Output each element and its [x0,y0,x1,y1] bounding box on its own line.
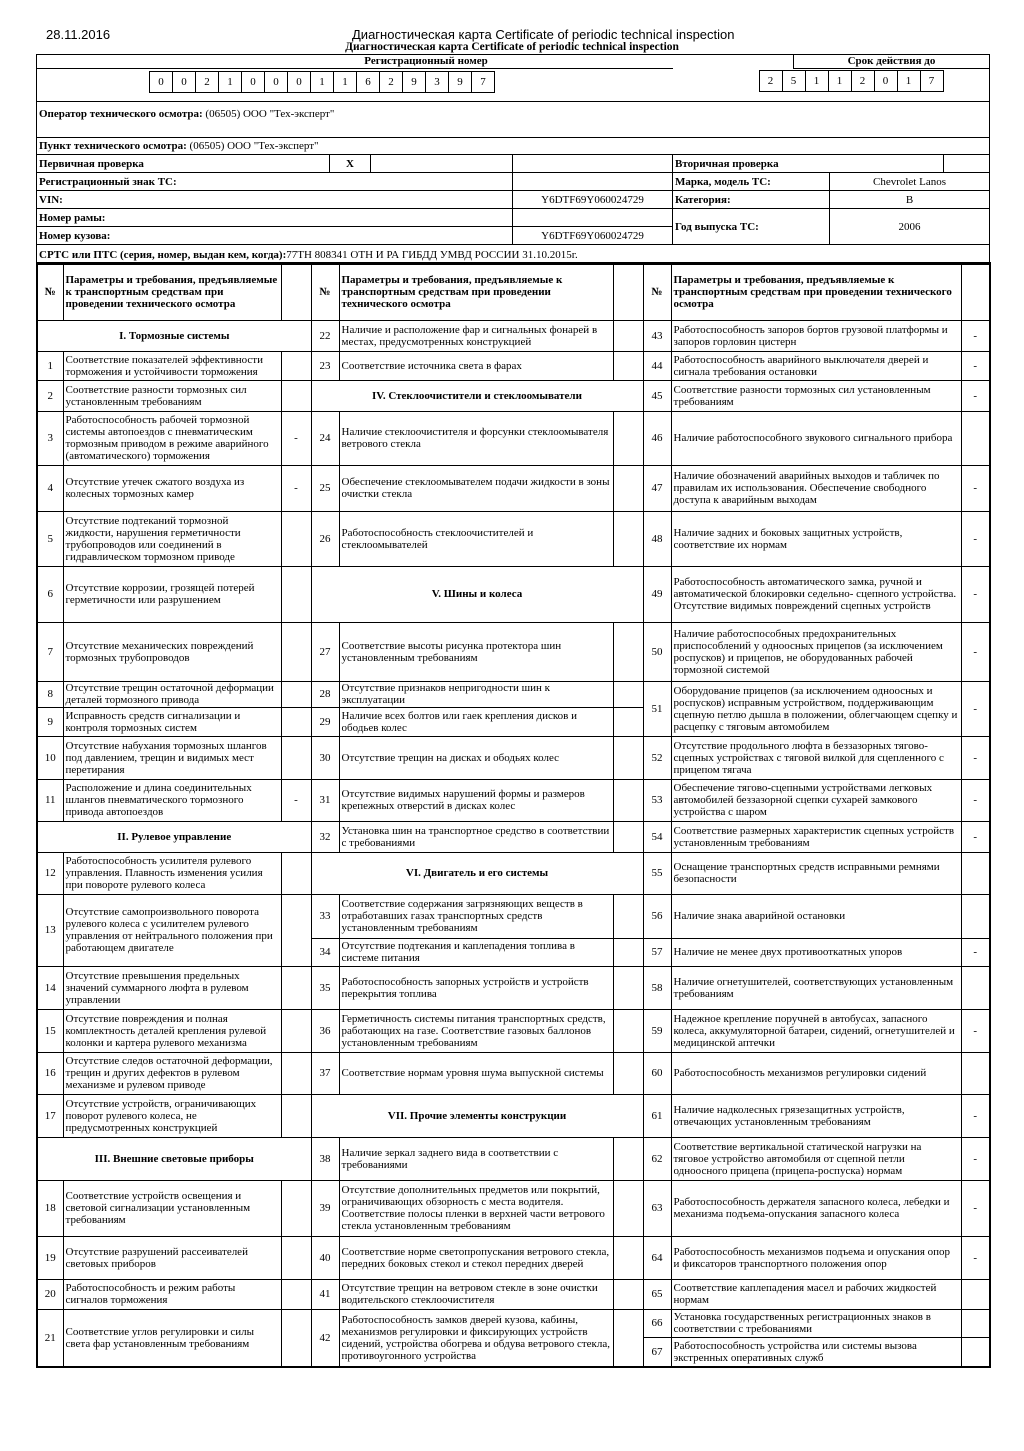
item-requirement: Работоспособность аварийного выключателя дверей и сигнала требования остановки [671,351,961,380]
make-label: Марка, модель ТС: [673,173,830,191]
item-mark [613,1279,643,1309]
section-heading: III. Внешние световые приборы [37,1137,311,1180]
item-requirement: Отсутствие трещин на ветровом стекле в зоне очистки водительского стеклоочистителя [339,1279,613,1309]
item-mark: - [281,465,311,511]
print-date: 28.11.2016 [46,27,111,42]
validity-digit: 1 [805,70,829,92]
validity-digits [760,70,944,92]
item-number: 37 [311,1052,339,1094]
item-mark [281,1052,311,1094]
item-mark [961,852,990,894]
reg-number-digit: 1 [333,71,357,93]
item-requirement: Наличие обозначений аварийных выходов и табличек по правилам их использования. Обеспечение свободного доступа к аварийным выходам [671,465,961,511]
item-requirement: Наличие надколесных грязезащитных устройств, отвечающих установленным требованиям [671,1094,961,1137]
item-number: 18 [37,1180,63,1236]
operator-value: (06505) ООО "Тех-эксперт" [205,107,335,120]
item-number: 15 [37,1009,63,1052]
item-requirement: Отсутствие превышения предельных значений суммарного люфта в рулевом управлении [63,966,281,1009]
item-number: 13 [37,894,63,966]
item-mark [613,894,643,938]
item-number: 60 [643,1052,671,1094]
item-number: 67 [643,1337,671,1367]
item-requirement: Отсутствие продольного люфта в беззазорных тягово-сцепных устройствах с тяговой вилкой для сцепленного с прицепом тягача [671,736,961,779]
item-mark: - [961,938,990,966]
item-number: 20 [37,1279,63,1309]
vin-label: VIN: [37,191,513,209]
item-number: 7 [37,622,63,681]
item-requirement: Отсутствие коррозии, грозящей потерей герметичности или разрушением [63,566,281,622]
col-num-2: № [311,263,339,320]
item-mark: - [961,351,990,380]
item-number: 64 [643,1236,671,1279]
item-mark [281,1180,311,1236]
item-mark [961,966,990,1009]
item-mark [281,511,311,566]
item-number: 56 [643,894,671,938]
item-requirement: Отсутствие механических повреждений тормозных трубопроводов [63,622,281,681]
item-requirement: Соответствие нормам уровня шума выпускной системы [339,1052,613,1094]
section-heading: V. Шины и колеса [311,566,643,622]
operator-label: Оператор технического осмотра: [39,107,203,120]
item-mark [281,966,311,1009]
item-mark [613,351,643,380]
validity-digit: 2 [759,70,783,92]
item-requirement: Работоспособность стеклоочистителей и стеклоомывателей [339,511,613,566]
item-number: 41 [311,1279,339,1309]
item-mark: - [961,465,990,511]
item-requirement: Работоспособность устройства или системы вызова экстренных оперативных служб [671,1337,961,1367]
item-requirement: Работоспособность механизмов подъема и опускания опор и фиксаторов транспортного положения опор [671,1236,961,1279]
section-heading: VII. Прочие элементы конструкции [311,1094,643,1137]
item-number: 23 [311,351,339,380]
category-label: Категория: [673,191,830,209]
body-number-value: Y6DTF69Y060024729 [513,227,673,245]
item-number: 6 [37,566,63,622]
item-requirement: Исправность средств сигнализации и контроля тормозных систем [63,707,281,736]
item-number: 25 [311,465,339,511]
item-mark: - [961,681,990,736]
item-number: 10 [37,736,63,779]
item-number: 17 [37,1094,63,1137]
item-mark [281,1009,311,1052]
item-mark: - [961,566,990,622]
item-number: 43 [643,320,671,351]
item-mark: - [961,320,990,351]
item-number: 14 [37,966,63,1009]
item-requirement: Герметичность системы питания транспортных средств, работающих на газе. Соответствие газовых баллонов установленным требованиям [339,1009,613,1052]
item-mark [613,320,643,351]
item-mark: - [281,411,311,465]
item-requirement: Соответствие показателей эффективности торможения и устойчивости торможения [63,351,281,380]
item-mark [613,736,643,779]
item-requirement: Отсутствие самопроизвольного поворота рулевого колеса с усилителем рулевого управления от нейтрального положения при работающем двигателе [63,894,281,966]
item-mark [281,736,311,779]
item-mark [281,852,311,894]
col-params-3: Параметры и требования, предъявляемые к транспортным средствам при проведении технического осмотра [671,263,961,320]
item-requirement: Оборудование прицепов (за исключением одноосных и роспусков) исправным устройством, поддерживающим сцепную петлю дышла в положении, облегчающем сцепку и расцепку с тяговым автомобилем [671,681,961,736]
item-requirement: Отсутствие подтекания и каплепадения топлива в системе питания [339,938,613,966]
validity-digit: 5 [782,70,806,92]
item-requirement: Наличие не менее двух противооткатных упоров [671,938,961,966]
item-requirement: Отсутствие следов остаточной деформации, трещин и других дефектов в рулевом механизме и рулевом приводе [63,1052,281,1094]
srts-label: СРТС или ПТС (серия, номер, выдан кем, когда): [39,248,287,261]
year-value: 2006 [830,209,990,245]
item-mark: - [281,779,311,821]
item-mark [613,1009,643,1052]
srts-value: 77ТН 808341 ОТН И РА ГИБДД УМВД РОССИИ 31.10.2015г. [286,248,578,261]
make-value: Chevrolet Lanos [830,173,990,191]
header-table [36,54,990,265]
reg-number-digit: 0 [172,71,196,93]
item-mark [613,779,643,821]
item-number: 3 [37,411,63,465]
item-mark [281,622,311,681]
item-number: 21 [37,1309,63,1367]
col-params-1: Параметры и требования, предъявляемые к транспортным средствам при проведении технического осмотра [63,263,281,320]
validity-label: Срок действия до [793,55,990,69]
item-number: 61 [643,1094,671,1137]
item-requirement: Наличие и расположение фар и сигнальных фонарей в местах, предусмотренных конструкцией [339,320,613,351]
reg-number-digit: 2 [195,71,219,93]
col-num-3: № [643,263,671,320]
item-mark [613,938,643,966]
vin-value: Y6DTF69Y060024729 [513,191,673,209]
item-mark [613,1236,643,1279]
item-requirement: Соответствие источника света в фарах [339,351,613,380]
item-mark [281,1279,311,1309]
item-mark [281,1236,311,1279]
section-heading: IV. Стеклоочистители и стеклоомыватели [311,380,643,411]
item-requirement: Соответствие размерных характеристик сцепных устройств установленным требованиям [671,821,961,852]
category-value: B [830,191,990,209]
reg-number-label: Регистрационный номер [37,55,673,69]
item-requirement: Работоспособность запорных устройств и устройств перекрытия топлива [339,966,613,1009]
reg-number-digit: 0 [264,71,288,93]
item-mark [613,681,643,707]
section-heading: I. Тормозные системы [37,320,311,351]
inspection-rows [37,320,990,1367]
item-mark [613,411,643,465]
validity-digit: 1 [897,70,921,92]
validity-block [673,55,990,102]
item-mark [613,622,643,681]
primary-check-label: Первичная проверка X [37,155,513,173]
item-requirement: Работоспособность и режим работы сигналов торможения [63,1279,281,1309]
document-title: Диагностическая карта Certificate of periodic technical inspection [345,41,679,53]
item-number: 22 [311,320,339,351]
item-mark [613,511,643,566]
item-requirement: Наличие знака аварийной остановки [671,894,961,938]
item-mark [281,351,311,380]
item-requirement: Отсутствие утечек сжатого воздуха из колесных тормозных камер [63,465,281,511]
item-requirement: Оснащение транспортных средств исправными ремнями безопасности [671,852,961,894]
item-number: 45 [643,380,671,411]
item-requirement: Работоспособность замков дверей кузова, кабины, механизмов регулировки и фиксирующих устройств сидений, устройства обогрева и обдува ветрового стекла, противоугонного устройства [339,1309,613,1367]
item-number: 54 [643,821,671,852]
item-requirement: Соответствие каплепадения масел и рабочих жидкостей нормам [671,1279,961,1309]
header-title: Диагностическая карта Certificate of periodic technical inspection [352,27,735,42]
item-requirement: Обеспечение тягово-сцепными устройствами легковых автомобилей беззазорной сцепки сухарей замкового устройства с шаром [671,779,961,821]
item-number: 31 [311,779,339,821]
year-label: Год выпуска ТС: [673,209,830,245]
col-num-1: № [37,263,63,320]
item-requirement: Отсутствие подтеканий тормозной жидкости, нарушения герметичности трубопроводов или соединений в гидравлическом тормозном приводе [63,511,281,566]
item-number: 50 [643,622,671,681]
item-mark [281,894,311,966]
item-requirement: Отсутствие трещин остаточной деформации деталей тормозного привода [63,681,281,707]
item-number: 62 [643,1137,671,1180]
reg-number-digit: 6 [356,71,380,93]
item-mark [281,707,311,736]
col-params-2: Параметры и требования, предъявляемые к транспортным средствам при проведении технического осмотра [339,263,613,320]
reg-number-digit: 3 [425,71,449,93]
item-requirement: Отсутствие дополнительных предметов или покрытий, ограничивающих обзорность с места водителя. Соответствие полосы пленки в верхней части ветрового стекла установленным требованиям [339,1180,613,1236]
item-number: 55 [643,852,671,894]
item-number: 58 [643,966,671,1009]
item-requirement: Соответствие разности тормозных сил установленным требованиям [671,380,961,411]
item-requirement: Обеспечение стеклоомывателем подачи жидкости в зоны очистки стекла [339,465,613,511]
section-heading: II. Рулевое управление [37,821,311,852]
item-mark [961,1309,990,1337]
item-requirement: Отсутствие разрушений рассеивателей световых приборов [63,1236,281,1279]
item-number: 9 [37,707,63,736]
item-requirement: Отсутствие видимых нарушений формы и размеров крепежных отверстий в дисках колес [339,779,613,821]
item-requirement: Надежное крепление поручней в автобусах, запасного колеса, аккумуляторной батареи, сидений, огнетушителей и медицинской аптечки [671,1009,961,1052]
item-number: 40 [311,1236,339,1279]
validity-digit: 1 [828,70,852,92]
item-requirement: Работоспособность держателя запасного колеса, лебедки и механизма подъема-опускания запасного колеса [671,1180,961,1236]
item-requirement: Соответствие устройств освещения и световой сигнализации установленным требованиям [63,1180,281,1236]
item-number: 24 [311,411,339,465]
item-number: 1 [37,351,63,380]
item-requirement: Работоспособность автоматического замка, ручной и автоматической блокировки седельно- сцепного устройства. Отсутствие видимых повреждений сцепных устройств [671,566,961,622]
item-mark [613,966,643,1009]
item-mark: - [961,511,990,566]
item-number: 51 [643,681,671,736]
item-number: 11 [37,779,63,821]
item-number: 30 [311,736,339,779]
item-requirement: Установка шин на транспортное средство в соответствии с требованиями [339,821,613,852]
reg-number-digit: 7 [471,71,495,93]
frame-value [513,209,673,227]
item-number: 19 [37,1236,63,1279]
item-number: 38 [311,1137,339,1180]
plate-label: Регистрационный знак ТС: [37,173,513,191]
item-requirement: Работоспособность механизмов регулировки сидений [671,1052,961,1094]
item-number: 35 [311,966,339,1009]
item-number: 16 [37,1052,63,1094]
item-number: 33 [311,894,339,938]
section-heading: VI. Двигатель и его системы [311,852,643,894]
item-number: 28 [311,681,339,707]
item-number: 27 [311,622,339,681]
item-mark [613,707,643,736]
item-number: 5 [37,511,63,566]
reg-number-digit: 1 [218,71,242,93]
item-mark: - [961,380,990,411]
item-requirement: Соответствие содержания загрязняющих веществ в отработавших газах транспортных средств установленным требованиям [339,894,613,938]
item-requirement: Наличие задних и боковых защитных устройств, соответствие их нормам [671,511,961,566]
item-requirement: Соответствие норме светопропускания ветрового стекла, передних боковых стекол и стекол передних дверей [339,1236,613,1279]
item-requirement: Расположение и длина соединительных шлангов пневматического тормозного привода автопоездов [63,779,281,821]
body-number-label: Номер кузова: [37,227,513,245]
item-requirement: Наличие зеркал заднего вида в соответствии с требованиями [339,1137,613,1180]
item-requirement: Отсутствие трещин на дисках и ободьях колес [339,736,613,779]
item-number: 29 [311,707,339,736]
item-number: 42 [311,1309,339,1367]
reg-number-digit: 0 [149,71,173,93]
item-number: 44 [643,351,671,380]
item-requirement: Наличие стеклоочистителя и форсунки стеклоомывателя ветрового стекла [339,411,613,465]
item-requirement: Соответствие разности тормозных сил установленным требованиям [63,380,281,411]
item-mark [961,1052,990,1094]
item-requirement: Работоспособность рабочей тормозной системы автопоездов с пневматическим тормозным приводом в режиме аварийного (автоматического) торможения [63,411,281,465]
frame-label: Номер рамы: [37,209,513,227]
item-number: 48 [643,511,671,566]
item-number: 4 [37,465,63,511]
item-mark: - [961,1137,990,1180]
item-requirement: Работоспособность усилителя рулевого управления. Плавность изменения усилия при повороте рулевого колеса [63,852,281,894]
item-mark [281,380,311,411]
reg-number-digit: 9 [448,71,472,93]
item-mark [961,1279,990,1309]
item-number: 57 [643,938,671,966]
item-requirement: Соответствие вертикальной статической нагрузки на тяговое устройство автомобиля от сцепной петли одноосного прицепа (прицепа-роспуска) нормам [671,1137,961,1180]
item-number: 34 [311,938,339,966]
item-mark [613,1180,643,1236]
item-number: 59 [643,1009,671,1052]
primary-check-mark: X [329,155,371,173]
reg-number-digit: 1 [310,71,334,93]
item-mark: - [961,622,990,681]
item-mark: - [961,779,990,821]
item-requirement: Отсутствие признаков непригодности шин к эксплуатации [339,681,613,707]
secondary-check-label: Вторичная проверка [673,155,990,173]
item-mark: - [961,1094,990,1137]
item-requirement: Наличие огнетушителей, соответствующих установленным требованиям [671,966,961,1009]
reg-number-block [37,55,673,102]
reg-number-digits [37,71,673,93]
item-requirement: Наличие работоспособных предохранительных приспособлений у одноосных прицепов (за исключением роспусков) и прицепов, не оборудованных рабочей тормозной системой [671,622,961,681]
item-mark [613,1052,643,1094]
item-number: 26 [311,511,339,566]
item-requirement: Наличие работоспособного звукового сигнального прибора [671,411,961,465]
item-mark [961,411,990,465]
item-requirement: Отсутствие повреждения и полная комплектность деталей крепления рулевой колонки и картера рулевого механизма [63,1009,281,1052]
item-mark: - [961,1236,990,1279]
item-mark [281,1094,311,1137]
item-requirement: Отсутствие набухания тормозных шлангов под давлением, трещин и видимых мест перетирания [63,736,281,779]
item-number: 63 [643,1180,671,1236]
reg-number-digit: 9 [402,71,426,93]
item-number: 65 [643,1279,671,1309]
reg-number-digit: 0 [287,71,311,93]
validity-digit: 0 [874,70,898,92]
item-mark: - [961,736,990,779]
item-requirement: Отсутствие устройств, ограничивающих поворот рулевого колеса, не предусмотренных конструкцией [63,1094,281,1137]
validity-digit: 2 [851,70,875,92]
item-requirement: Установка государственных регистрационных знаков в соответствии с требованиями [671,1309,961,1337]
item-mark [613,821,643,852]
item-mark: - [961,1180,990,1236]
reg-number-digit: 0 [241,71,265,93]
item-mark: - [961,1009,990,1052]
item-requirement: Наличие всех болтов или гаек крепления дисков и ободьев колес [339,707,613,736]
item-mark [613,1137,643,1180]
item-number: 46 [643,411,671,465]
item-requirement: Соответствие высоты рисунка протектора шин установленным требованиям [339,622,613,681]
secondary-check-mark [943,155,987,173]
item-number: 39 [311,1180,339,1236]
plate-value [513,173,673,191]
inspection-table [36,262,991,1368]
item-number: 8 [37,681,63,707]
item-requirement: Работоспособность запоров бортов грузовой платформы и запоров горловин цистерн [671,320,961,351]
item-number: 49 [643,566,671,622]
item-number: 66 [643,1309,671,1337]
item-mark [281,1309,311,1367]
item-number: 47 [643,465,671,511]
item-mark [961,894,990,938]
validity-digit: 7 [920,70,944,92]
inspection-point-value: (06505) ООО "Тех-эксперт" [189,140,319,152]
item-requirement: Соответствие углов регулировки и силы света фар установленным требованиям [63,1309,281,1367]
reg-number-digit: 2 [379,71,403,93]
item-mark [961,1337,990,1367]
item-number: 53 [643,779,671,821]
item-number: 32 [311,821,339,852]
item-mark: - [961,821,990,852]
item-mark [613,465,643,511]
item-number: 12 [37,852,63,894]
item-mark [613,1309,643,1367]
item-number: 2 [37,380,63,411]
inspection-point-label: Пункт технического осмотра: [39,140,187,152]
item-number: 52 [643,736,671,779]
item-number: 36 [311,1009,339,1052]
item-mark [281,681,311,707]
item-mark [281,566,311,622]
